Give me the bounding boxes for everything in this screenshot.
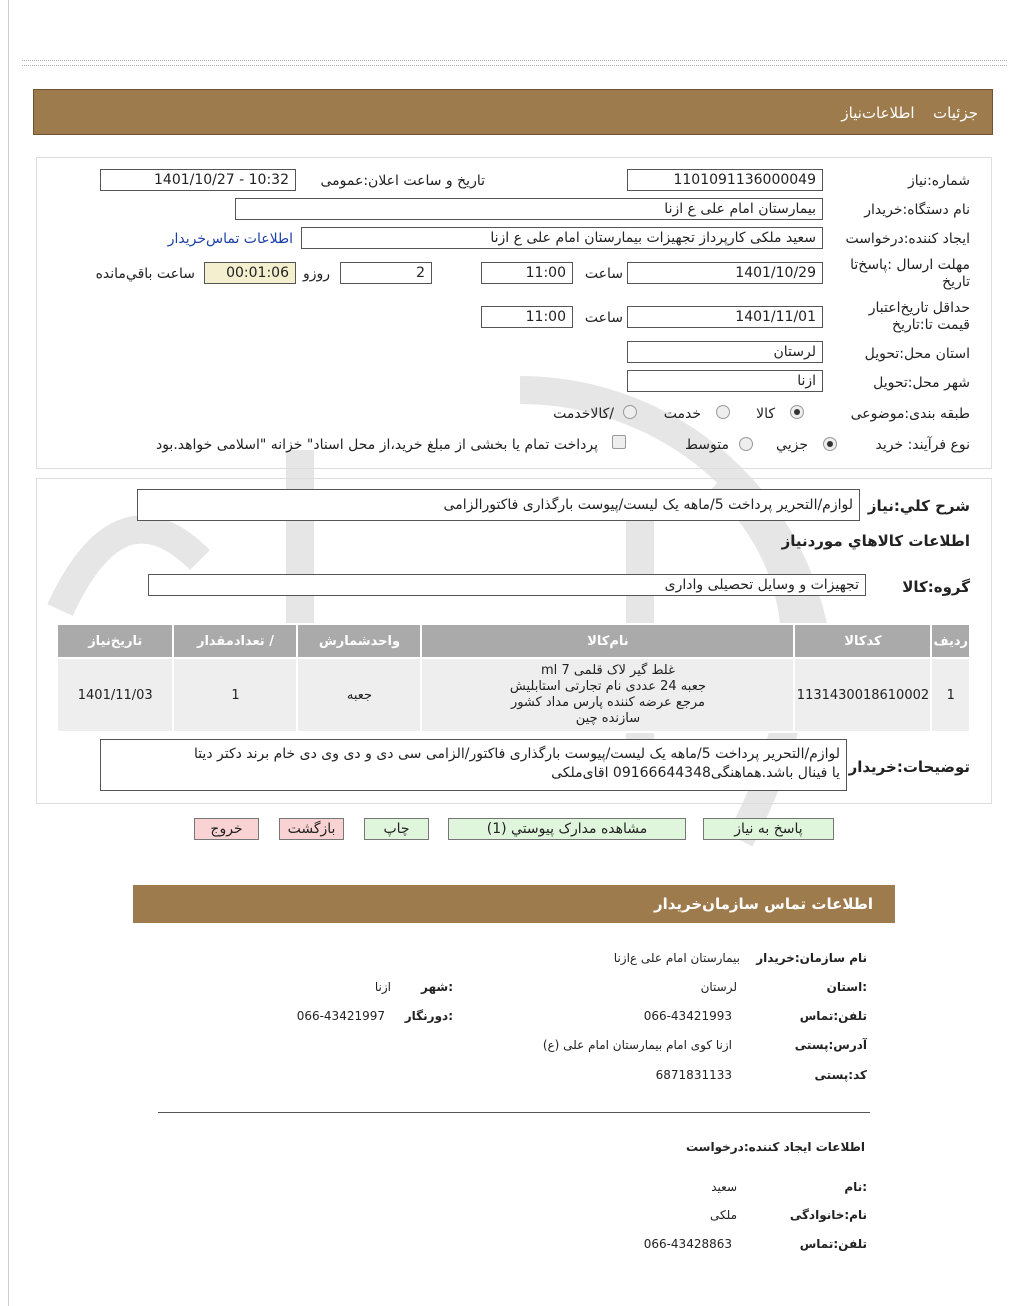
col-date: تاريخ‌نياز (57, 624, 173, 658)
cell-row: 1 (931, 658, 970, 732)
contact-address-label: آدرس:پستی (794, 1038, 867, 1052)
buyer-notes-field (100, 739, 847, 791)
contact-phone-value: 066-43421993 (643, 1009, 732, 1023)
need-number-label: شماره:نیاز (907, 173, 970, 189)
treasury-payment-note: پرداخت تمام يا بخشی از مبلغ خريد،از محل اسناد" خزانه "اسلامی خواهد.بود (155, 437, 598, 453)
back-button[interactable]: بازگشت (279, 818, 344, 840)
process-minor-radio[interactable] (823, 437, 837, 451)
summary-label: شرح كلي:نياز (867, 497, 970, 515)
left-border (8, 0, 9, 1306)
cell-code: 1131430018610002 (794, 658, 931, 732)
col-qty: / تعدادمقدار (173, 624, 297, 658)
category-goods-radio[interactable] (790, 405, 804, 419)
cell-name-line: جعبه 24 عددی نام تجارتی استابلیش (509, 679, 707, 694)
province-field: لرستان (627, 341, 823, 363)
contact-org-value: بیمارستان امام علی ع‌ازنا (613, 951, 740, 965)
category-service-radio[interactable] (716, 405, 730, 419)
contact-org-label: نام سازمان:خريدار (756, 951, 867, 965)
col-code: کدکالا (794, 624, 931, 658)
deadline-time-field: 11:00 (481, 262, 573, 284)
remaining-time-field: 00:01:06 (204, 262, 296, 284)
remaining-label: ساعت باقي‌مانده (95, 266, 195, 282)
validity-time-label: ساعت (584, 310, 623, 326)
buyer-contact-link[interactable]: اطلاعات تماس‌خريدار (167, 231, 293, 247)
contact-city-label: :شهر (421, 980, 453, 994)
category-service-label: خدمت (663, 406, 701, 422)
cell-unit: جعبه (297, 658, 421, 732)
contact-phone-label: تلفن:تماس (799, 1009, 867, 1023)
creator-family-label: نام:خانوادگی (789, 1208, 867, 1222)
tab-need-info[interactable]: اطلاعات‌نياز (841, 104, 915, 122)
process-medium-label: متوسط (685, 437, 729, 453)
contact-postal-label: کد:پستی (814, 1068, 867, 1082)
cell-name-line: مرجع عرضه کننده پارس مداد کشور (510, 695, 705, 710)
creator-label: ايجاد کننده:درخواست (845, 231, 970, 247)
days-label: روزو (302, 266, 330, 282)
contact-fax-value: 066-43421997 (296, 1009, 385, 1023)
creator-phone-label: تلفن:تماس (799, 1237, 867, 1251)
contact-fax-label: :دورنگار (404, 1009, 453, 1023)
creator-name-label: :نام (844, 1180, 867, 1194)
summary-field: لوازم/التحریر پرداخت 5/ماهه یک لیست/پیوست بارگذاری فاکتورالزامی (137, 489, 860, 521)
category-both-label: /کالاخدمت (553, 406, 614, 422)
days-field: 2 (340, 262, 432, 284)
creator-name-value: سعید (711, 1180, 737, 1194)
exit-button[interactable]: خروج (194, 818, 259, 840)
category-label: طبقه بندی:موضوعی (850, 406, 970, 422)
category-both-radio[interactable] (623, 405, 637, 419)
page-header (33, 89, 993, 135)
buyer-notes-line: یا فینال باشد.هماهنگی09166644348 اقای‌ملکی (551, 765, 840, 781)
category-goods-label: کالا (756, 406, 775, 422)
province-label: استان محل:تحويل (864, 346, 970, 362)
validity-time-field: 11:00 (481, 306, 573, 328)
top-divider (22, 60, 1007, 66)
table-row (57, 658, 970, 732)
reply-button[interactable]: پاسخ به نياز (703, 818, 834, 840)
process-medium-radio[interactable] (739, 437, 753, 451)
col-name: نام‌کالا (421, 624, 794, 658)
creator-phone-value: 066-43428863 (643, 1237, 732, 1251)
items-table (56, 623, 971, 733)
need-number-field: 1101091136000049 (627, 169, 823, 191)
print-button[interactable]: چاپ (364, 818, 429, 840)
contact-province-value: لرستان (700, 980, 737, 994)
contact-province-label: :استان (826, 980, 867, 994)
deadline-time-label: ساعت (584, 266, 623, 282)
cell-name-line: غلط گیر لاک قلمی 7 ml (541, 663, 675, 678)
contact-address-value: ازنا کوی امام بیمارستان امام علی (ع) (542, 1038, 732, 1052)
contact-city-value: ازنا (374, 980, 391, 994)
col-row: رديف (931, 624, 970, 658)
cell-date: 1401/11/03 (57, 658, 173, 732)
treasury-payment-checkbox[interactable] (612, 435, 626, 449)
contact-section-header: اطلاعات تماس سازمان‌خريدار (133, 885, 895, 923)
creator-info-title: اطلاعات ايجاد کننده:درخواست (685, 1140, 865, 1154)
cell-qty: 1 (173, 658, 297, 732)
view-attachments-button[interactable]: مشاهده مدارک پيوستي (1) (448, 818, 686, 840)
contact-postal-value: 6871831133 (655, 1068, 732, 1082)
cell-name (421, 658, 794, 732)
process-label: نوع فرآيند: خريد (875, 437, 970, 453)
announce-label: تاريخ و ساعت اعلان:عمومی (320, 173, 485, 189)
contact-divider (158, 1112, 870, 1113)
announce-field: 1401/10/27 - 10:32 (100, 169, 296, 191)
deadline-date-field: 1401/10/29 (627, 262, 823, 284)
group-label: گروه:کالا (902, 578, 970, 596)
process-minor-label: جزيي (776, 437, 808, 453)
buyer-notes-label: توضيحات:خريدار (848, 758, 970, 776)
city-field: ازنا (627, 370, 823, 392)
buyer-org-label: نام دستگاه:خريدار (864, 202, 970, 218)
validity-label: حداقل تاريخ‌اعتبار قيمت تا:تاريخ (868, 300, 970, 333)
goods-section-title: اطلاعات كالاهاي موردنياز (781, 532, 970, 550)
validity-date-field: 1401/11/01 (627, 306, 823, 328)
deadline-label: مهلت ارسال :پاسخ‌تا تاريخ (850, 257, 970, 290)
group-field: تجهیزات و وسایل تحصیلی واداری (148, 574, 866, 596)
buyer-org-field: بیمارستان امام علی ع ازنا (235, 198, 823, 220)
col-unit: واحدشمارش (297, 624, 421, 658)
tab-details[interactable]: جزئيات (933, 104, 978, 122)
buyer-notes-line: لوازم/التحریر پرداخت 5/ماهه یک لیست/پیوست بارگذاری فاکتور/الزامی سی دی و دی وی دی خام برند دکتر دیتا (193, 746, 840, 762)
creator-family-value: ملکی (709, 1208, 737, 1222)
creator-field: سعید ملکی کارپرداز تجهیزات بیمارستان امام علی ع ازنا (301, 227, 823, 249)
city-label: شهر محل:تحويل (873, 375, 970, 391)
cell-name-line: سازنده چین (575, 711, 641, 726)
